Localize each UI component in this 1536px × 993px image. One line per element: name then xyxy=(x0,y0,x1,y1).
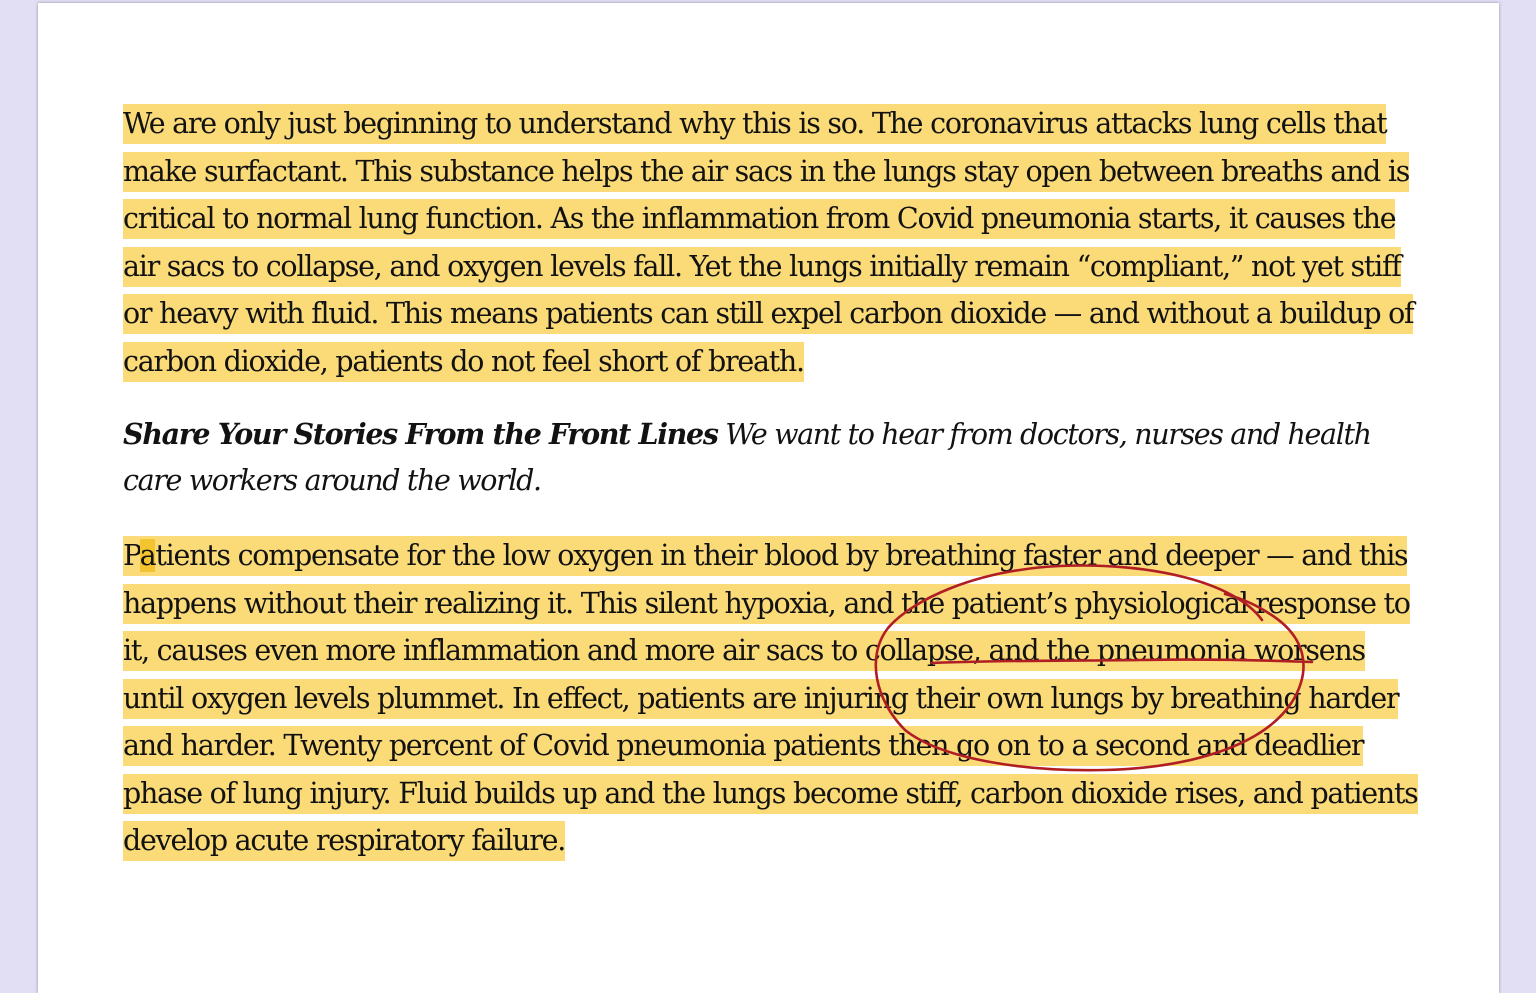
promo-text: We want to hear from doctors, nurses and health care workers around the world. xyxy=(123,418,1371,497)
highlighted-text: Patients compensate for the low oxygen in their blood by breathing faster and deeper — and this happens without their realizing it. This silent hypoxia, and the patient’s physiological response to it, causes even more inflammation and more air sacs to collapse, and the pneumonia worsens until oxygen levels plummet. In effect, patients are injuring their own lungs by breathing harder and harder. Twenty percent of Covid pneumonia patients then go on to a second and deadlier phase of lung injury. Fluid builds up and the lungs become stiff, carbon dioxide rises, and patients develop acute respiratory failure. xyxy=(123,536,1418,861)
article-body xyxy=(123,100,1423,865)
paragraph-2 xyxy=(123,532,1423,865)
paragraph-1 xyxy=(123,100,1423,385)
promo-title: Share Your Stories From the Front Lines xyxy=(123,417,718,451)
promo-share-stories[interactable] xyxy=(123,411,1423,504)
text-cursor-selection: a xyxy=(139,539,156,572)
document-page xyxy=(38,3,1499,993)
highlighted-text: We are only just beginning to understand why this is so. The coronavirus attacks lung cells that make surfactant. This substance helps the air sacs in the lungs stay open between breaths and is critical to normal lung function. As the inflammation from Covid pneumonia starts, it causes the air sacs to collapse, and oxygen levels fall. Yet the lungs initially remain “compliant,” not yet stiff or heavy with fluid. This means patients can still expel carbon dioxide — and without a buildup of carbon dioxide, patients do not feel short of breath. xyxy=(123,104,1413,382)
